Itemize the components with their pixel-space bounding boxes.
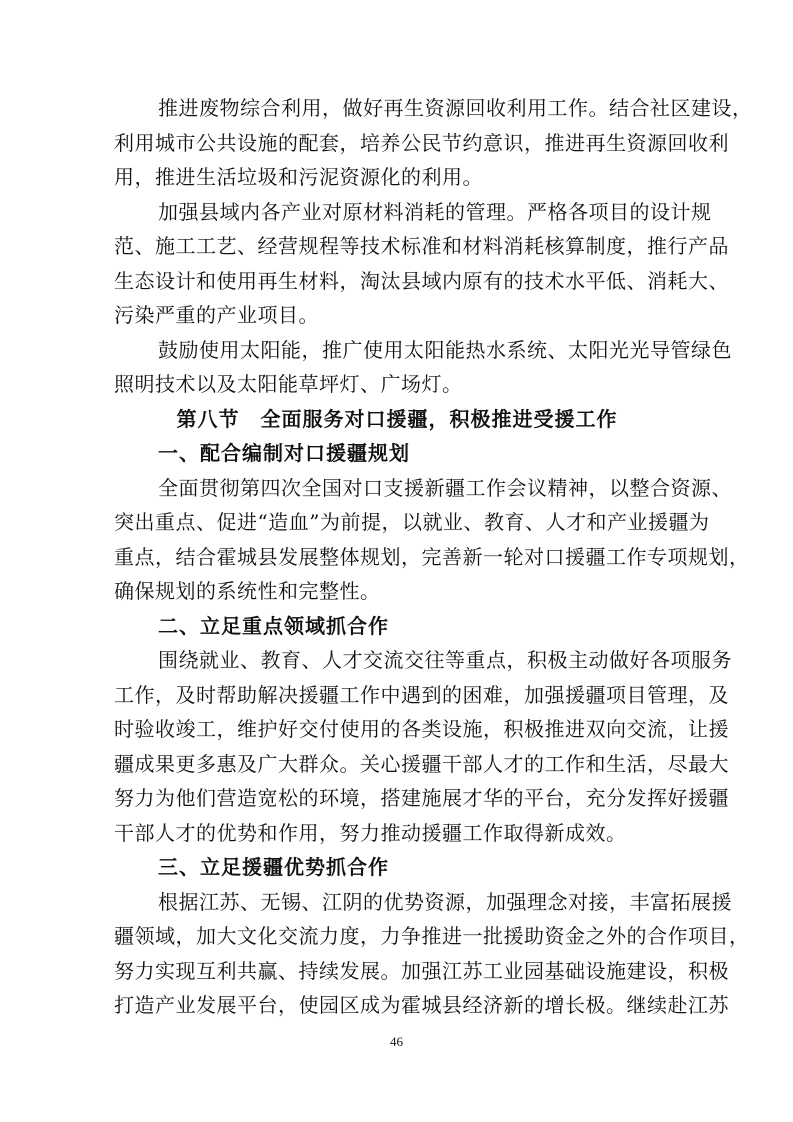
paragraph-line: 努力为他们营造宽松的环境，搭建施展才华的平台，充分发挥好援疆	[114, 786, 729, 810]
paragraph-line: 加强县域内各产业对原材料消耗的管理。严格各项目的设计规	[158, 200, 712, 224]
subsection-heading: 三、立足援疆优势抓合作	[158, 855, 389, 879]
paragraph-line: 用，推进生活垃圾和污泥资源化的利用。	[114, 165, 483, 189]
paragraph-line: 突出重点、促进“造血”为前提，以就业、教育、人才和产业援疆为	[114, 510, 710, 534]
paragraph-line: 利用城市公共设施的配套，培养公民节约意识，推进再生资源回收利	[114, 131, 729, 155]
paragraph-line: 推进废物综合利用，做好再生资源回收利用工作。结合社区建设，	[158, 96, 753, 120]
paragraph-line: 疆领域，加大文化交流力度，力争推进一批援助资金之外的合作项目，	[114, 924, 750, 948]
paragraph-line: 污染严重的产业项目。	[114, 303, 319, 327]
subsection-heading: 二、立足重点领域抓合作	[158, 614, 389, 638]
paragraph-line: 照明技术以及太阳能草坪灯、广场灯。	[114, 372, 463, 396]
paragraph-line: 打造产业发展平台，使园区成为霍城县经济新的增长极。继续赴江苏	[114, 993, 729, 1017]
paragraph-line: 干部人才的优势和作用，努力推动援疆工作取得新成效。	[114, 821, 627, 845]
paragraph-line: 范、施工工艺、经营规程等技术标准和材料消耗核算制度，推行产品	[114, 234, 729, 258]
section-title: 第八节 全面服务对口援疆，积极推进受援工作	[176, 407, 618, 431]
paragraph-line: 全面贯彻第四次全国对口支援新疆工作会议精神，以整合资源、	[158, 476, 732, 500]
paragraph-line: 努力实现互利共赢、持续发展。加强江苏工业园基础设施建设，积极	[114, 959, 729, 983]
page-number: 46	[390, 1034, 403, 1049]
paragraph-line: 确保规划的系统性和完整性。	[114, 579, 381, 603]
paragraph-line: 围绕就业、教育、人才交流交往等重点，积极主动做好各项服务	[158, 648, 732, 672]
paragraph-line: 工作，及时帮助解决援疆工作中遇到的困难，加强援疆项目管理，及	[114, 683, 729, 707]
paragraph-line: 生态设计和使用再生材料，淘汰县域内原有的技术水平低、消耗大、	[114, 269, 729, 293]
paragraph-line: 鼓励使用太阳能，推广使用太阳能热水系统、太阳光光导管绿色	[158, 338, 732, 362]
paragraph-line: 疆成果更多惠及广大群众。关心援疆干部人才的工作和生活，尽最大	[114, 752, 729, 776]
subsection-heading: 一、配合编制对口援疆规划	[158, 441, 410, 465]
paragraph-line: 重点，结合霍城县发展整体规划，完善新一轮对口援疆工作专项规划，	[114, 545, 750, 569]
paragraph-line: 根据江苏、无锡、江阴的优势资源，加强理念对接，丰富拓展援	[158, 890, 732, 914]
paragraph-line: 时验收竣工，维护好交付使用的各类设施，积极推进双向交流，让援	[114, 717, 729, 741]
